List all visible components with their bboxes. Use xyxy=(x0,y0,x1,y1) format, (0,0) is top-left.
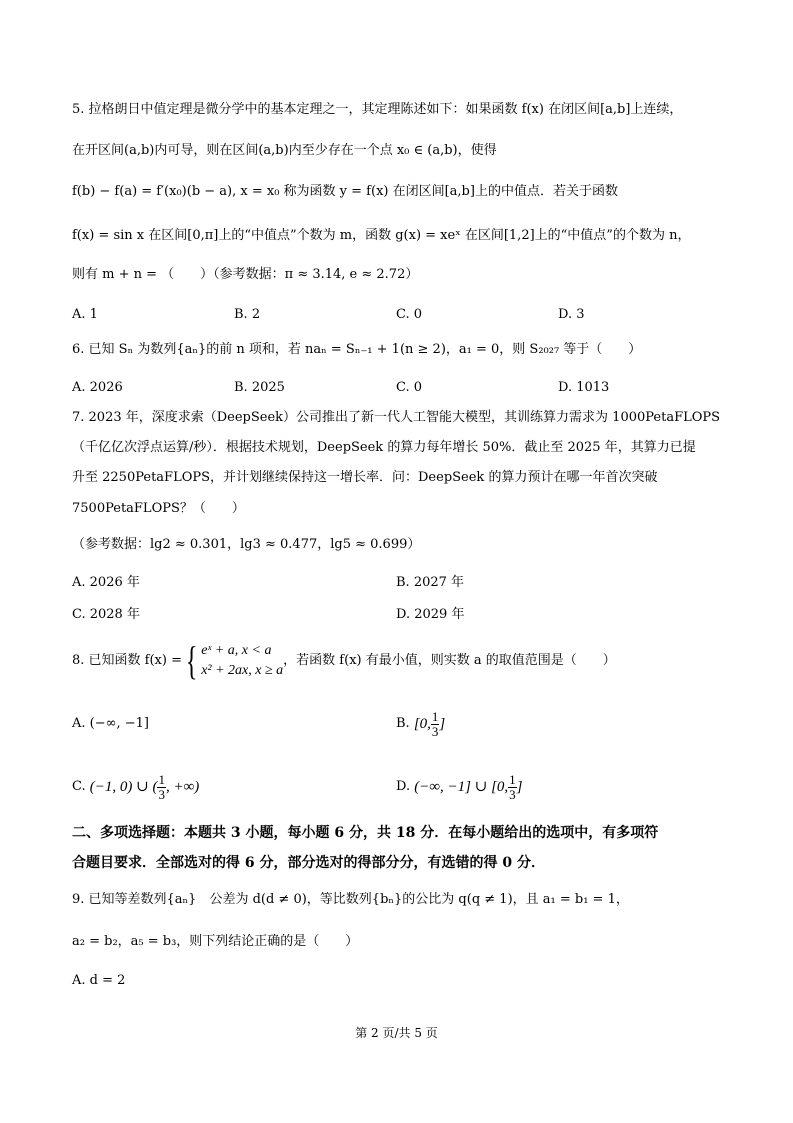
q5-line5: 则有 m + n = （ ）（参考数据：π ≈ 3.14, e ≈ 2.72） xyxy=(72,267,419,282)
q6-option-b: B. 2025 xyxy=(234,380,285,395)
q8-case1: eˣ + a, x < a xyxy=(201,643,272,658)
q6-line1: 6. 已知 Sₙ 为数列{aₙ}的前 n 项和，若 naₙ = Sₙ₋₁ + 1(n ≥ 2)，a₁ = 0，则 S₂₀₂₇ 等于（ ） xyxy=(72,342,642,357)
q8-suffix: ，若函数 f(x) 有最小值，则实数 a 的取值范围是（ ） xyxy=(283,653,616,668)
q8-option-b-right: ] xyxy=(439,716,446,732)
q5-option-c: C. 0 xyxy=(396,307,423,322)
q7-option-c: C. 2028 年 xyxy=(72,607,140,622)
q8-brace: { xyxy=(185,638,198,683)
q8-option-d-fraction: $\frac{1}{3}$ xyxy=(509,771,516,802)
q6-option-d: D. 1013 xyxy=(558,380,610,395)
q8-option-d-part1: (−∞, −1] ∪ [0, xyxy=(414,779,509,795)
q8-option-a: A. (−∞, −1] xyxy=(72,716,149,731)
q5-option-b: B. 2 xyxy=(234,307,261,322)
q9-option-a: A. d = 2 xyxy=(72,973,126,988)
q9-line2: a₂ = b₂，a₅ = b₃，则下列结论正确的是（ ） xyxy=(72,934,359,949)
q7-line3: 升至 2250PetaFLOPS，并计划继续保持这一增长率．问：DeepSeek 的算力预计在哪一年首次突破 xyxy=(72,470,658,485)
q5-line2: 在开区间(a,b)内可导，则在区间(a,b)内至少存在一个点 x₀ ∈ (a,b)，使得 xyxy=(72,143,497,158)
page-footer: 第 2 页/共 5 页 xyxy=(355,1026,438,1040)
q7-line2: （千亿亿次浮点运算/秒）．根据技术规划，DeepSeek 的算力每年增长 50%．截止至 2025 年，其算力已提 xyxy=(72,440,696,455)
q7-line5: （参考数据：lg2 ≈ 0.301，lg3 ≈ 0.477，lg5 ≈ 0.699） xyxy=(72,537,421,552)
q7-line4: 7500PetaFLOPS？（ ） xyxy=(72,501,245,516)
q5-line4: f(x) = sin x 在区间[0,π]上的“中值点”个数为 m，函数 g(x) = xeˣ 在区间[1,2]上的“中值点”的个数为 n， xyxy=(72,228,691,243)
q8-option-b-left: [0, xyxy=(413,716,431,732)
q8-case2: x² + 2ax, x ≥ a xyxy=(201,663,284,678)
q8-cases xyxy=(201,641,283,681)
q8-option-d-label: D. xyxy=(396,779,411,794)
q8-option-b-label: B. xyxy=(396,716,410,731)
q5-option-a: A. 1 xyxy=(72,307,98,322)
q7-option-d: D. 2029 年 xyxy=(396,607,465,622)
q6-option-c: C. 0 xyxy=(396,380,423,395)
q8-option-b xyxy=(396,702,445,746)
q8-option-c xyxy=(72,765,199,809)
q8-option-d-part2: ] xyxy=(516,779,523,795)
q6-option-a: A. 2026 xyxy=(72,380,123,395)
q9-line1: 9. 已知等差数列{aₙ} 公差为 d(d ≠ 0)，等比数列{bₙ}的公比为 q(q ≠ 1)，且 a₁ = b₁ = 1， xyxy=(72,892,629,907)
q5-line3: f(b) − f(a) = f′(x₀)(b − a), x = x₀ 称为函数 y = f(x) 在闭区间[a,b]上的中值点．若关于函数 xyxy=(72,184,618,199)
q7-line1: 7. 2023 年，深度求索（DeepSeek）公司推出了新一代人工智能大模型，其训练算力需求为 1000PetaFLOPS xyxy=(72,410,721,425)
section2-heading-line2: 合题目要求．全部选对的得 6 分，部分选对的得部分分，有选错的得 0 分． xyxy=(72,855,545,871)
q8-stem xyxy=(72,636,616,686)
q8-option-c-part2: , +∞) xyxy=(165,779,200,795)
q7-option-a: A. 2026 年 xyxy=(72,575,140,590)
q8-option-c-label: C. xyxy=(72,779,86,794)
q5-option-d: D. 3 xyxy=(558,307,585,322)
q5-line1: 5. 拉格朗日中值定理是微分学中的基本定理之一，其定理陈述如下：如果函数 f(x) 在闭区间[a,b]上连续， xyxy=(72,102,683,117)
q8-option-c-part1: (−1, 0) ∪ ( xyxy=(89,779,158,795)
q8-option-b-fraction: $\frac{1}{3}$ xyxy=(431,708,439,739)
section2-heading-line1: 二、多项选择题：本题共 3 小题，每小题 6 分，共 18 分．在每小题给出的选项中，有多项符 xyxy=(72,825,659,841)
q8-option-d xyxy=(396,765,523,809)
q8-prefix: 8. 已知函数 f(x) = xyxy=(72,653,182,668)
q8-option-c-fraction: $\frac{1}{3}$ xyxy=(158,771,165,802)
q7-option-b: B. 2027 年 xyxy=(396,575,465,590)
